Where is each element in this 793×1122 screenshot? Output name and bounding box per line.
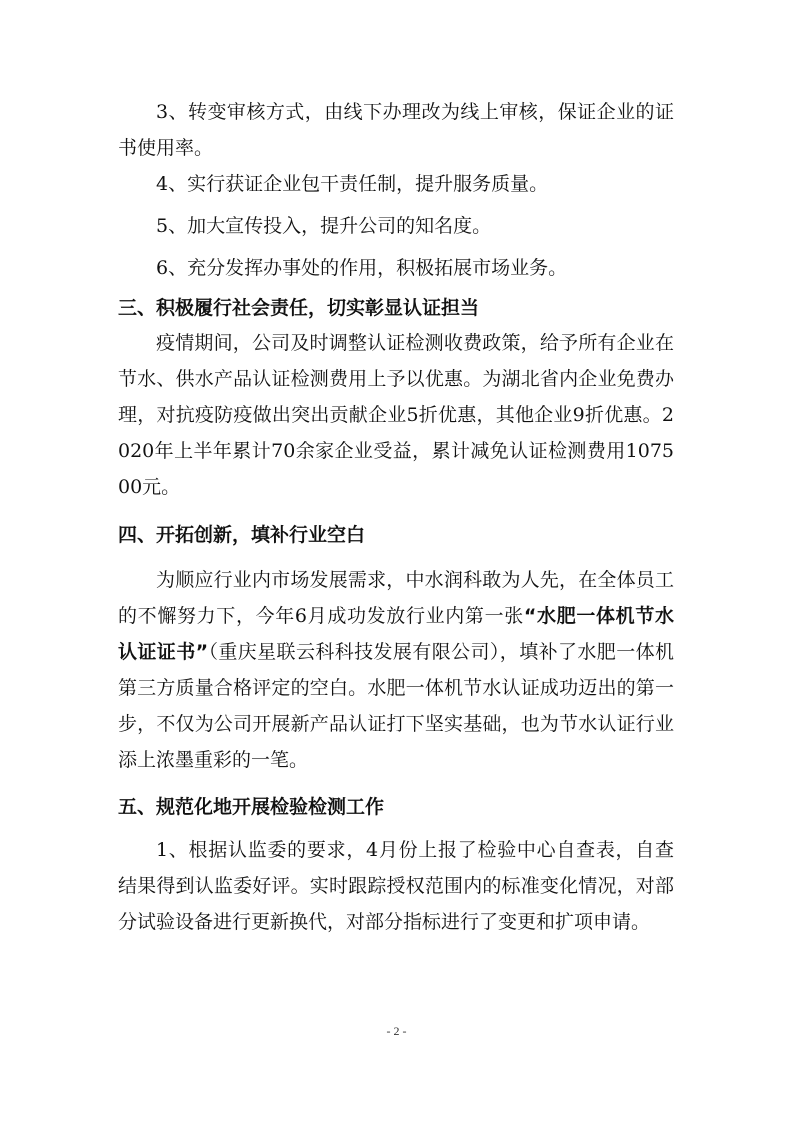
section-paragraph-4	[118, 562, 674, 778]
section-heading-5: 五、规范化地开展检验检测工作	[118, 796, 385, 818]
paragraph-text: （重庆星联云科科技发展有限公司），填补了水肥一体机第三方质量合格评定的空白。水肥一体机节水认证成功迈出的第一步，不仅为公司开展新产品认证打下坚实基础，也为节水认证行业添上浓墨重彩的一笔。	[118, 641, 674, 771]
section-heading-3: 三、积极履行社会责任，切实彰显认证担当	[118, 297, 480, 319]
paragraph-text: 为顺应行业内市场发展需求，中水润科敢为人先，在全体员工的不懈努力下，今年6月成功发放行业内第一张	[118, 569, 674, 627]
list-item-6: 6、充分发挥办事处的作用，积极拓展市场业务。	[156, 257, 568, 279]
section-paragraph-5: 1、根据认监委的要求，4月份上报了检验中心自查表，自查结果得到认监委好评。实时跟踪授权范围内的标准变化情况，对部分试验设备进行更新换代，对部分指标进行了变更和扩项申请。	[118, 839, 674, 933]
section-paragraph-3: 疫情期间，公司及时调整认证检测收费政策，给予所有企业在节水、供水产品认证检测费用上予以优惠。为湖北省内企业免费办理，对抗疫防疫做出突出贡献企业5折优惠，其他企业9折优惠。2020年上半年累计70余家企业受益，累计减免认证检测费用107500元。	[118, 332, 674, 498]
certificate-name: “水肥一体机节水认证证书”	[118, 605, 674, 663]
list-item-3: 3、转变审核方式，由线下办理改为线上审核，保证企业的证书使用率。	[118, 101, 674, 159]
list-item-4: 4、实行获证企业包干责任制，提升服务质量。	[156, 173, 549, 195]
page-number: - 2 -	[386, 1024, 407, 1038]
list-item-5: 5、加大宣传投入，提升公司的知名度。	[156, 215, 492, 237]
section-heading-4: 四、开拓创新，填补行业空白	[118, 524, 366, 546]
